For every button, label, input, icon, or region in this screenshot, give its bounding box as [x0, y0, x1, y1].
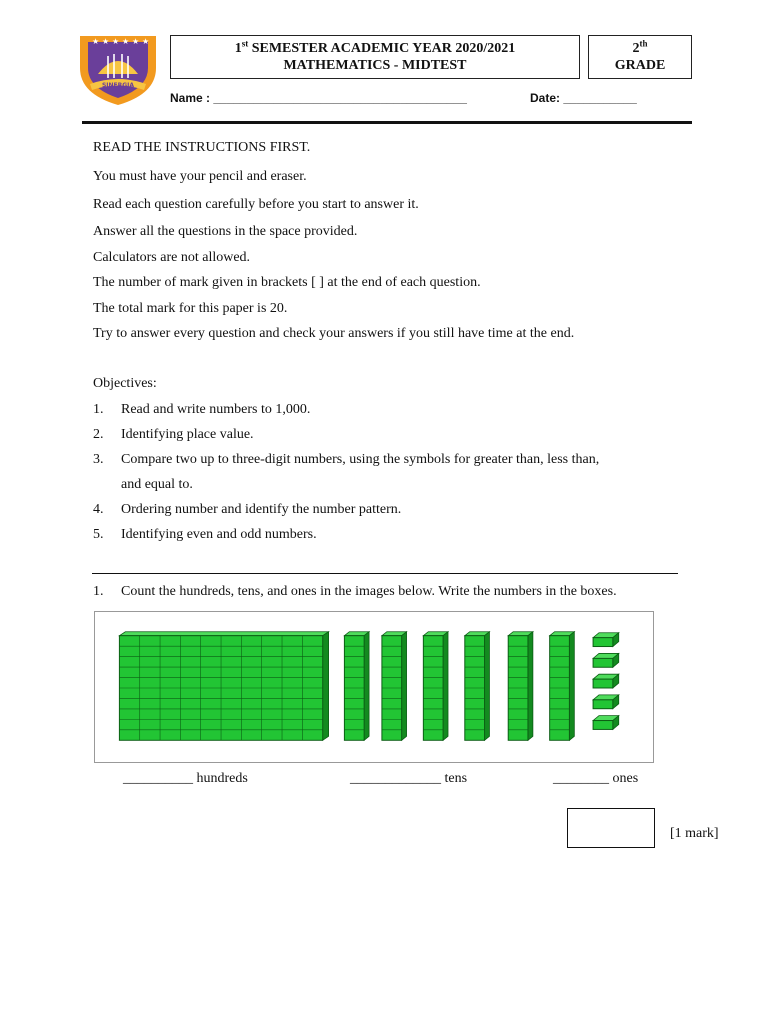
tens-answer[interactable]: _____________ tens [350, 771, 468, 786]
instruction-line: Try to answer every question and check your answers if you still have time at the end. [93, 326, 575, 341]
objective-number: 1. [93, 402, 104, 417]
hundred-block [119, 632, 328, 741]
grade-box [588, 35, 692, 79]
answer-box[interactable] [567, 808, 655, 848]
base-ten-blocks-image [94, 611, 654, 763]
one-cube [593, 716, 619, 730]
svg-text:★: ★ [92, 37, 100, 46]
semester-ordinal: 1 [234, 41, 242, 56]
svg-text:★: ★ [132, 37, 140, 46]
objective-number: 5. [93, 527, 104, 542]
question-number: 1. [93, 584, 104, 599]
ten-rod [550, 632, 575, 741]
objective-text: Ordering number and identify the number pattern. [121, 502, 402, 517]
ten-rod [344, 632, 369, 741]
school-logo [78, 34, 158, 106]
instruction-line: The total mark for this paper is 20. [93, 301, 288, 316]
semester-sup: st [241, 38, 249, 49]
semester-title: SEMESTER ACADEMIC YEAR 2020/2021 [248, 41, 516, 56]
one-cube [593, 653, 619, 667]
objective-text: Identifying place value. [121, 427, 254, 442]
instruction-line: Read each question carefully before you start to answer it. [93, 197, 419, 212]
question-text: Count the hundreds, tens, and ones in the images below. Write the numbers in the boxes. [121, 584, 617, 599]
instruction-line: You must have your pencil and eraser. [93, 169, 307, 184]
ten-rod [508, 632, 533, 741]
objectives-heading: Objectives: [93, 376, 157, 391]
objective-text: Compare two up to three-digit numbers, using the symbols for greater than, less than, [121, 452, 600, 467]
instructions-heading: READ THE INSTRUCTIONS FIRST. [93, 140, 311, 155]
one-cube [593, 695, 619, 709]
svg-text:★: ★ [112, 37, 120, 46]
instruction-line: The number of mark given in brackets [ ] at the end of each question. [93, 275, 481, 290]
subject-title: MATHEMATICS - MIDTEST [283, 58, 467, 73]
objective-text-continued: and equal to. [121, 477, 193, 492]
exam-title-box [170, 35, 580, 79]
objective-number: 3. [93, 452, 104, 467]
svg-text:★: ★ [142, 37, 150, 46]
grade-sup: th [639, 38, 648, 49]
one-cube [593, 674, 619, 688]
instruction-line: Calculators are not allowed. [93, 250, 251, 265]
date-field[interactable]: Date: ___________ [530, 91, 637, 105]
ten-rod [423, 632, 448, 741]
grade-number: 2 [632, 41, 640, 56]
hundreds-answer[interactable]: __________ hundreds [123, 771, 248, 786]
instruction-line: Answer all the questions in the space provided. [93, 224, 358, 239]
objective-number: 4. [93, 502, 104, 517]
ten-rod [382, 632, 407, 741]
mark-label: [1 mark] [670, 826, 719, 841]
objective-text: Read and write numbers to 1,000. [121, 402, 311, 417]
name-field[interactable]: Name : ______________________________________ [170, 91, 467, 105]
objective-text: Identifying even and odd numbers. [121, 527, 317, 542]
logo-text: SINERGIA [101, 82, 135, 89]
ones-answer[interactable]: ________ ones [553, 771, 639, 786]
ten-rod [465, 632, 490, 741]
svg-text:★: ★ [122, 37, 130, 46]
header-divider [82, 121, 692, 124]
grade-label: GRADE [614, 58, 666, 73]
one-cube [593, 633, 619, 647]
section-divider [92, 573, 678, 574]
objective-number: 2. [93, 427, 104, 442]
svg-text:★: ★ [102, 37, 110, 46]
